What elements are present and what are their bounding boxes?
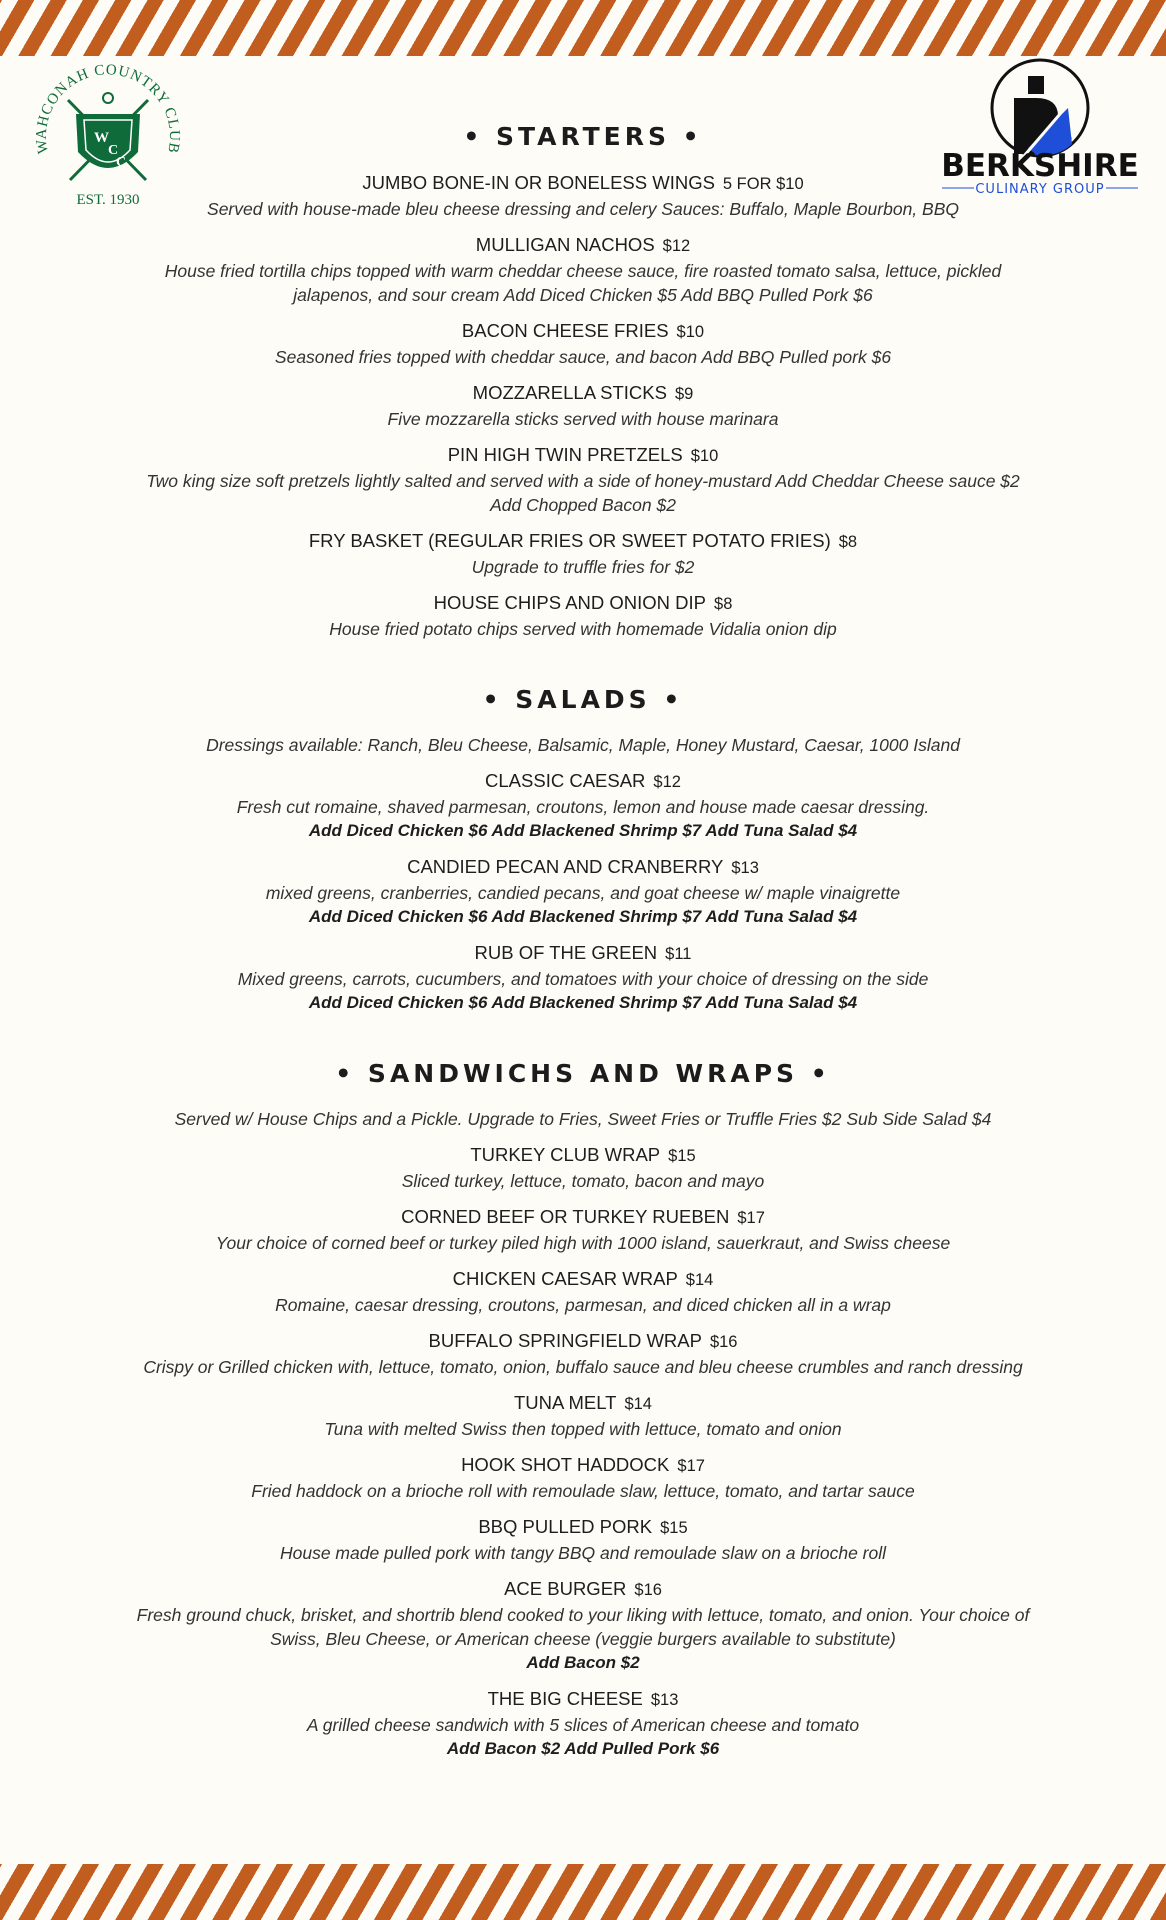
menu-item (0, 1452, 1166, 1503)
menu-item-header (0, 1390, 1166, 1417)
menu-section (0, 1055, 1166, 1761)
menu-item-price: $16 (709, 1333, 738, 1351)
menu-item (0, 442, 1166, 517)
menu-item (0, 528, 1166, 579)
menu-item-header (0, 940, 1166, 967)
bottom-stripe-border (0, 1864, 1166, 1920)
menu-item-description: mixed greens, cranberries, candied pecans, and goat cheese w/ maple vinaigrette (265, 883, 901, 903)
menu-item-price: $10 (676, 323, 705, 341)
menu-item-description: Fresh cut romaine, shaved parmesan, croutons, lemon and house made caesar dressing. (236, 797, 930, 817)
menu-item-addons: Add Bacon $2 Add Pulled Pork $6 (446, 1739, 720, 1758)
menu-item-header (0, 590, 1166, 617)
menu-item-name: HOUSE CHIPS AND ONION DIP (433, 592, 707, 613)
menu-item-price: $12 (662, 237, 691, 255)
menu-item-header (0, 528, 1166, 555)
menu-item-description: House fried tortilla chips topped with warm cheddar cheese sauce, fire roasted tomato salsa, lettuce, pickled jalapenos, and sour cream Add Diced Chicken $5 Add BBQ Pulled Pork $6 (164, 261, 1002, 305)
menu-item-header (0, 318, 1166, 345)
menu-item-header (0, 170, 1166, 197)
menu-content (0, 118, 1166, 1801)
menu-item (0, 1576, 1166, 1675)
logo-arc-text: WAHCONAH COUNTRY CLUB (33, 62, 183, 156)
menu-item-header (0, 1686, 1166, 1713)
menu-item-description: Mixed greens, carrots, cucumbers, and tomatoes with your choice of dressing on the side (237, 969, 929, 989)
menu-item-name: BBQ PULLED PORK (478, 1516, 653, 1537)
menu-item-description: House fried potato chips served with homemade Vidalia onion dip (329, 619, 837, 639)
menu-item-name: THE BIG CHEESE (487, 1688, 643, 1709)
section-note: Dressings available: Ranch, Bleu Cheese, Balsamic, Maple, Honey Mustard, Caesar, 1000 Island (206, 735, 960, 755)
menu-item-name: PIN HIGH TWIN PRETZELS (447, 444, 683, 465)
menu-item-header (0, 442, 1166, 469)
menu-item-name: FRY BASKET (REGULAR FRIES OR SWEET POTATO FRIES) (308, 530, 831, 551)
menu-item (0, 940, 1166, 1015)
menu-item-description: Sliced turkey, lettuce, tomato, bacon and mayo (401, 1171, 765, 1191)
section-title: • SANDWICHS AND WRAPS • (335, 1059, 831, 1088)
menu-item (0, 1686, 1166, 1761)
menu-item-price: 5 FOR $10 (722, 175, 804, 193)
menu-item-price: $11 (665, 945, 692, 963)
menu-item-header (0, 768, 1166, 795)
menu-item-description: Upgrade to truffle fries for $2 (471, 557, 695, 577)
menu-item-description: Two king size soft pretzels lightly salted and served with a side of honey-mustard Add Cheddar Cheese sauce $2 Add Chopped Bacon $2 (146, 471, 1020, 515)
menu-item (0, 318, 1166, 369)
menu-item (0, 1142, 1166, 1193)
menu-item (0, 1204, 1166, 1255)
menu-item (0, 380, 1166, 431)
menu-item (0, 1514, 1166, 1565)
menu-item-name: TURKEY CLUB WRAP (470, 1144, 661, 1165)
logo-monogram-c1: C (108, 143, 119, 158)
menu-item-description: House made pulled pork with tangy BBQ and remoulade slaw on a brioche roll (279, 1543, 887, 1563)
berkshire-name-text: BERKSHIRE (941, 148, 1139, 184)
menu-item-price: $13 (731, 859, 759, 877)
menu-item-price: $16 (634, 1581, 662, 1599)
top-stripe-border (0, 0, 1166, 56)
menu-item-header (0, 232, 1166, 259)
menu-section (0, 118, 1166, 641)
menu-item-name: CANDIED PECAN AND CRANBERRY (407, 856, 724, 877)
menu-item-header (0, 1576, 1166, 1603)
menu-item-header (0, 1514, 1166, 1541)
menu-item-header (0, 1328, 1166, 1355)
menu-item-description: Seasoned fries topped with cheddar sauce, and bacon Add BBQ Pulled pork $6 (274, 347, 892, 367)
menu-item-price: $13 (650, 1691, 679, 1709)
menu-item (0, 1390, 1166, 1441)
logo-monogram-c2: C (116, 155, 127, 170)
menu-item (0, 590, 1166, 641)
menu-item-name: ACE BURGER (504, 1578, 627, 1599)
menu-item-name: BUFFALO SPRINGFIELD WRAP (428, 1330, 702, 1351)
menu-item-name: CORNED BEEF OR TURKEY RUEBEN (401, 1206, 730, 1227)
berkshire-tagline-text: CULINARY GROUP (975, 182, 1105, 197)
section-title: • STARTERS • (463, 122, 703, 151)
menu-item-description: Served with house-made bleu cheese dressing and celery Sauces: Buffalo, Maple Bourbon, BBQ (207, 199, 959, 219)
menu-item-name: JUMBO BONE-IN OR BONELESS WINGS (362, 172, 715, 193)
menu-item-price: $15 (660, 1519, 688, 1537)
menu-item (0, 1328, 1166, 1379)
menu-item-name: TUNA MELT (514, 1392, 617, 1413)
menu-section (0, 681, 1166, 1015)
menu-item-header (0, 854, 1166, 881)
menu-item-description: Fresh ground chuck, brisket, and shortrib blend cooked to your liking with lettuce, tomato, and onion. Your choice of Swiss, Bleu Cheese, or American cheese (veggie burgers available to substitute) (136, 1605, 1030, 1649)
menu-item (0, 232, 1166, 307)
menu-item-description: Tuna with melted Swiss then topped with lettuce, tomato and onion (324, 1419, 842, 1439)
menu-item-price: $14 (685, 1271, 714, 1289)
menu-item-price: $17 (737, 1209, 765, 1227)
menu-item-price: $8 (714, 595, 733, 613)
menu-item-header (0, 1266, 1166, 1293)
menu-item-description: Five mozzarella sticks served with house marinara (387, 409, 779, 429)
menu-item-price: $17 (677, 1457, 705, 1475)
logo-monogram-w: W (94, 130, 109, 146)
menu-item-header (0, 1142, 1166, 1169)
menu-item-header (0, 380, 1166, 407)
menu-item-price: $15 (668, 1147, 696, 1165)
menu-item-name: CHICKEN CAESAR WRAP (452, 1268, 678, 1289)
menu-item-header (0, 1452, 1166, 1479)
menu-item-name: CLASSIC CAESAR (485, 770, 646, 791)
menu-item (0, 768, 1166, 843)
menu-item-addons: Add Diced Chicken $6 Add Blackened Shrimp $7 Add Tuna Salad $4 (308, 821, 858, 840)
menu-item-name: RUB OF THE GREEN (474, 942, 658, 963)
menu-item-price: $9 (674, 385, 694, 403)
menu-item-description: A grilled cheese sandwich with 5 slices of American cheese and tomato (306, 1715, 860, 1735)
menu-item (0, 1266, 1166, 1317)
menu-item-description: Romaine, caesar dressing, croutons, parmesan, and diced chicken all in a wrap (275, 1295, 891, 1315)
section-title: • SALADS • (482, 685, 684, 714)
menu-item (0, 170, 1166, 221)
menu-item-price: $14 (624, 1395, 652, 1413)
menu-item-description: Crispy or Grilled chicken with, lettuce, tomato, onion, buffalo sauce and bleu cheese crumbles and ranch dressing (143, 1357, 1023, 1377)
menu-item-name: HOOK SHOT HADDOCK (461, 1454, 670, 1475)
menu-item-price: $12 (653, 773, 681, 791)
menu-item-header (0, 1204, 1166, 1231)
menu-item-name: MULLIGAN NACHOS (475, 234, 655, 255)
menu-item-price: $8 (838, 533, 858, 551)
menu-item (0, 854, 1166, 929)
menu-item-description: Your choice of corned beef or turkey piled high with 1000 island, sauerkraut, and Swiss cheese (215, 1233, 951, 1253)
menu-item-addons: Add Diced Chicken $6 Add Blackened Shrimp $7 Add Tuna Salad $4 (308, 907, 858, 926)
logo-est-text: EST. 1930 (76, 192, 140, 208)
menu-item-addons: Add Diced Chicken $6 Add Blackened Shrimp $7 Add Tuna Salad $4 (308, 993, 858, 1012)
menu-item-name: BACON CHEESE FRIES (461, 320, 669, 341)
section-note: Served w/ House Chips and a Pickle. Upgrade to Fries, Sweet Fries or Truffle Fries $2 Sub Side Salad $4 (174, 1109, 992, 1129)
menu-item-name: MOZZARELLA STICKS (472, 382, 667, 403)
menu-item-addons: Add Bacon $2 (526, 1653, 640, 1672)
menu-item-price: $10 (690, 447, 719, 465)
menu-item-description: Fried haddock on a brioche roll with remoulade slaw, lettuce, tomato, and tartar sauce (251, 1481, 915, 1501)
